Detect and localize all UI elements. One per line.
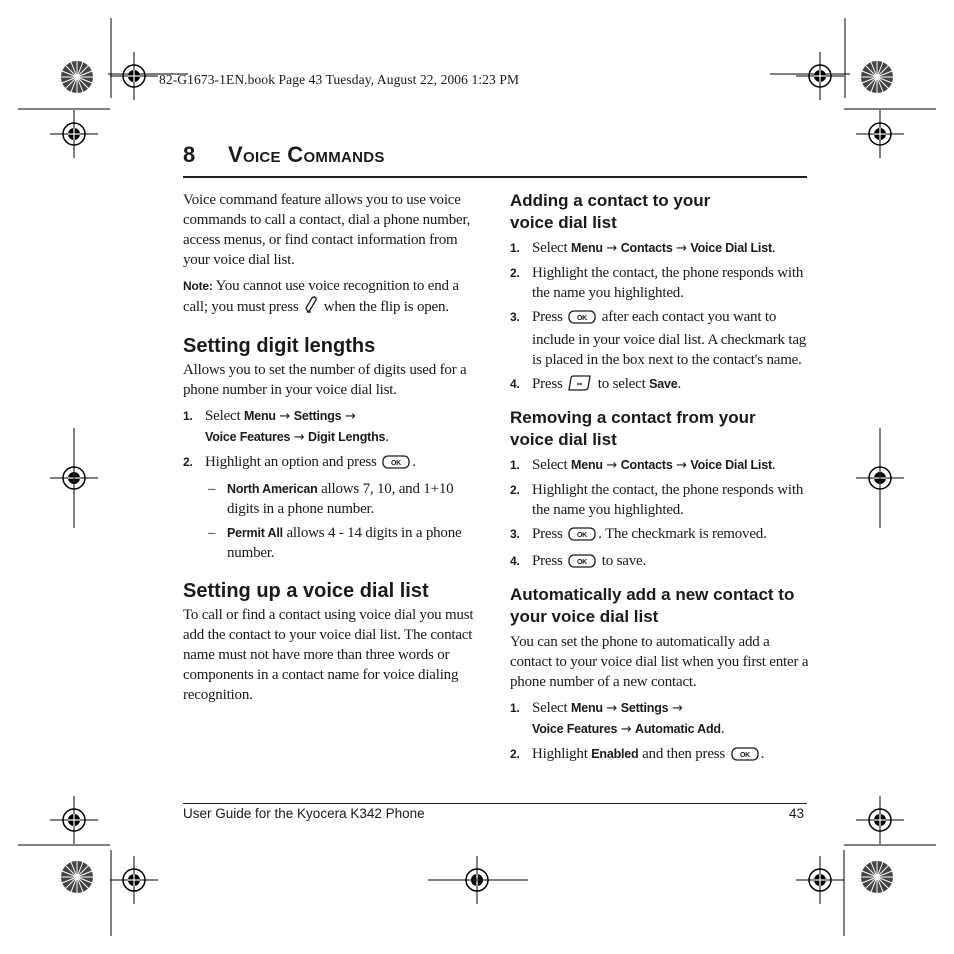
arrow-icon: → [676,241,687,256]
step-number: 2. [183,455,193,469]
step-text: Press [532,553,563,569]
note-paragraph [183,276,483,320]
menu-path-item: Digit Lengths [308,430,386,444]
step-text: . [771,240,776,256]
option-text: allows 7, 10, and 1+10 digits in a phone number. [227,481,454,517]
step-text: . [412,454,416,470]
menu-path-item: Voice Features [205,430,291,444]
arrow-icon: → [606,701,618,716]
step-number: 2. [510,483,520,497]
star-target-icon [860,60,894,94]
ok-key-icon [568,527,596,547]
footer-guide-title: User Guide for the Kyocera K342 Phone [183,806,425,821]
digit-lengths-step-1 [183,406,483,448]
crop-mark-line [110,850,112,936]
menu-path-item: Menu [571,241,603,255]
page-number: 43 [789,806,805,821]
step-text: . [771,457,776,473]
automatic-add-paragraph: You can set the phone to automatically add a contact to your voice dial list when you first enter a phone number of a new contact. [510,634,809,690]
arrow-icon: → [344,409,356,424]
menu-path-item: Contacts [620,241,673,255]
crop-mark-line [843,850,845,936]
registration-target-icon [50,796,98,844]
crop-mark-line [844,108,936,110]
step-text: . The checkmark is removed. [598,526,767,542]
step-text: Select [532,700,568,716]
step-text: Highlight the contact, the phone responds with the name you highlighted. [532,265,804,301]
crop-mark-line [844,844,936,846]
menu-path-item: Automatic Add [635,722,721,736]
crop-mark-line [73,428,75,528]
step-text: Highlight [532,746,588,762]
digit-lengths-intro: Allows you to set the number of digits used for a phone number in your voice dial list. [183,362,467,398]
option-label: Enabled [591,747,639,761]
option-text: allows 4 - 14 digits in a phone number. [227,525,462,561]
step-text: . [760,746,765,762]
softkey-icon [568,375,592,397]
softkey-label: Save [649,377,678,391]
step-number: 3. [510,310,520,324]
voice-dial-list-paragraph: To call or find a contact using voice dial you must add the contact to your voice dial list. The contact name must not have more than three words or components in a contact name for voice dialing recognition. [183,607,474,703]
arrow-icon: → [606,458,618,473]
step-number: 1. [510,241,520,255]
star-target-icon [60,860,94,894]
step-text: Select [532,457,568,473]
ok-key-icon [568,554,596,574]
note-text-end: when the flip is open. [323,299,449,315]
footer-rule [183,803,807,804]
crop-mark-line [18,108,110,110]
step-number: 1. [510,458,520,472]
ok-key-label: OK [577,559,588,566]
section-title-digit-lengths: Setting digit lengths [183,335,376,357]
note-label: Note: [183,279,213,293]
step-text: Press [532,309,563,325]
section-title-removing-contact: Removing a contact from your voice dial list [510,408,756,449]
step-text: Select [205,408,241,424]
menu-path-item: Voice Features [532,722,618,736]
star-target-icon [860,860,894,894]
menu-path-item: Menu [244,409,276,423]
step-number: 1. [183,409,193,423]
remove-step-1 [510,455,810,476]
menu-path-item: Menu [571,701,603,715]
end-key-icon [304,296,318,320]
step-number: 4. [510,377,520,391]
arrow-icon: → [606,241,618,256]
section-title-voice-dial-list: Setting up a voice dial list [183,580,429,602]
add-step-3 [510,307,810,370]
step-text: to select [597,376,646,392]
digit-option-permit-all: – Permit All allows 4 - 14 digits in a phone number. [208,525,462,561]
print-header-stamp: 82-G1673-1EN.book Page 43 Tuesday, August 22, 2006 1:23 PM [159,72,520,87]
step-text: . [385,429,389,445]
step-text: Select [532,240,568,256]
step-text: Highlight an option and press [205,454,377,470]
menu-path-item: Voice Dial List [690,241,772,255]
ok-key-icon [731,747,759,767]
remove-step-3 [510,524,810,547]
ok-key-icon [382,455,410,475]
arrow-icon: → [676,458,687,473]
arrow-icon: → [279,409,291,424]
arrow-icon: → [671,701,683,716]
step-number: 2. [510,747,520,761]
step-number: 2. [510,266,520,280]
intro-paragraph: Voice command feature allows you to use voice commands to call a contact, dial a phone number, access menus, or find contact information from your voice dial list. [183,192,471,268]
step-text: . [720,721,725,737]
remove-step-4 [510,551,810,574]
crop-mark-line [428,879,528,881]
registration-target-icon [856,796,904,844]
crop-mark-line [18,844,110,846]
remove-step-2 [510,480,810,520]
ok-key-label: OK [577,532,588,539]
crop-mark-line [879,428,881,528]
registration-target-icon [796,856,844,904]
auto-step-2 [510,744,810,767]
registration-target-icon [110,52,158,100]
step-text: to save. [601,553,647,569]
ok-key-icon [568,310,596,330]
step-text: Press [532,376,563,392]
ok-key-label: OK [577,315,588,322]
chapter-title: Voice Commands [228,142,385,167]
registration-target-icon [50,110,98,158]
auto-step-1 [510,698,810,740]
step-text: after each contact you want to include in your voice dial list. A checkmark tag is placed in the box next to the contact's name. [532,309,807,368]
step-text: Press [532,526,563,542]
star-target-icon [60,60,94,94]
registration-target-icon [856,110,904,158]
registration-target-icon [796,52,844,100]
step-text: and then press [642,746,726,762]
arrow-icon: → [293,430,305,445]
left-column [183,190,483,711]
menu-path-item: Contacts [620,458,673,472]
step-number: 1. [510,701,520,715]
step-text: . [677,376,682,392]
section-title-automatic-add: Automatically add a new contact to your voice dial list [510,585,795,626]
digit-option-north-american: – North American allows 7, 10, and 1+10 digits in a phone number. [208,481,454,517]
ok-key-label: OK [391,460,402,467]
step-text: Highlight the contact, the phone responds with the name you highlighted. [532,482,804,518]
step-number: 3. [510,527,520,541]
menu-path-item: Menu [571,458,603,472]
add-step-4 [510,374,810,397]
add-step-2 [510,263,810,303]
chapter-number: 8 [183,142,196,167]
arrow-icon: → [620,722,632,737]
ok-key-label: OK [739,752,750,759]
chapter-heading [183,140,807,178]
right-column [510,190,810,771]
step-number: 4. [510,554,520,568]
section-title-adding-contact: Adding a contact to your voice dial list [510,191,711,232]
menu-path-item: Voice Dial List [690,458,772,472]
option-label: North American [227,482,318,496]
registration-target-icon [110,856,158,904]
note-text: You cannot use voice recognition to end a call; you must press [183,278,459,315]
digit-lengths-step-2 [183,452,483,475]
add-step-1 [510,238,810,259]
menu-path-item: Settings [293,409,342,423]
option-label: Permit All [227,526,283,540]
menu-path-item: Settings [620,701,669,715]
